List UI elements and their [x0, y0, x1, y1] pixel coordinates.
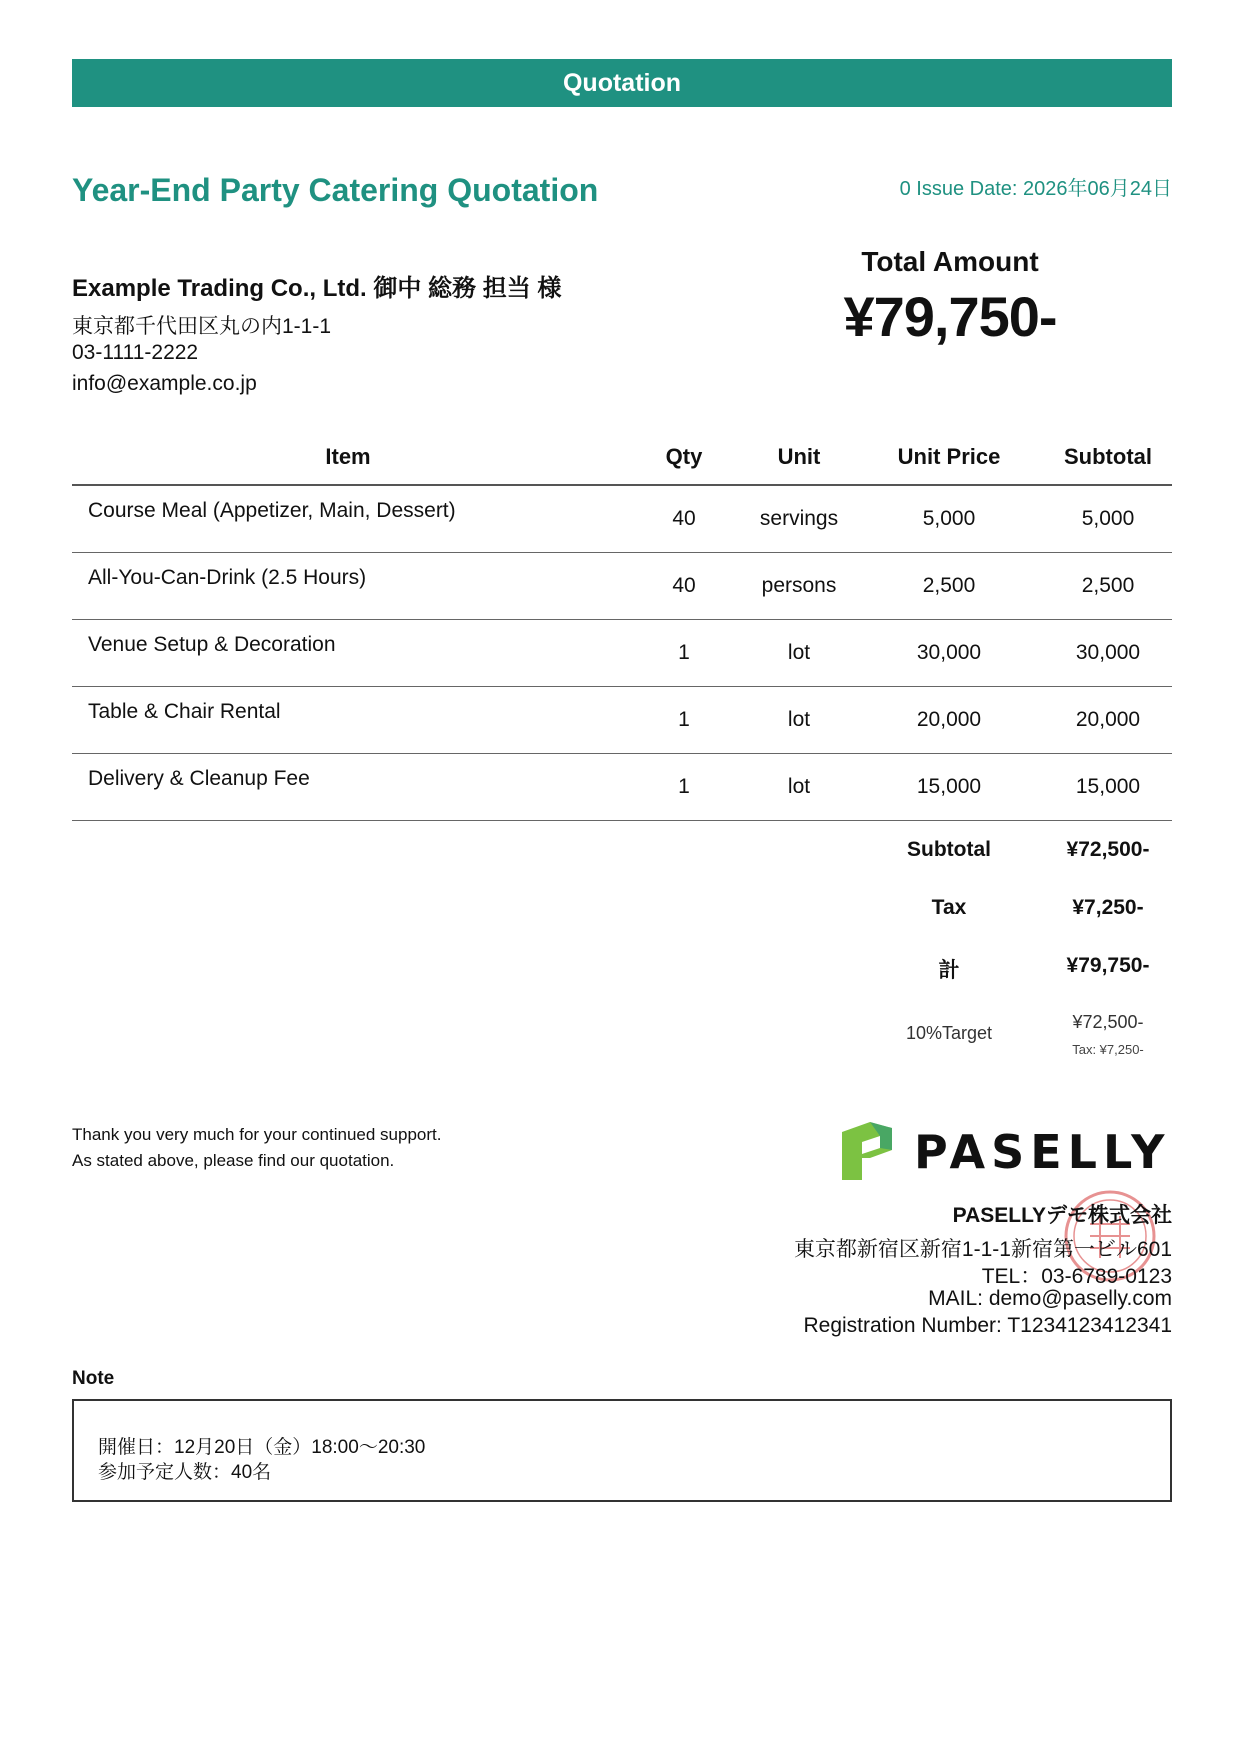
total-amount-label: Total Amount [861, 246, 1039, 277]
company-registration: Registration Number: T1234123412341 [803, 1314, 1172, 1337]
thanks-message: Thank you very much for your continued support. [72, 1125, 442, 1144]
row-unit-price: 5,000 [922, 507, 976, 530]
items-table [72, 434, 1172, 821]
row-unit: servings [759, 507, 839, 530]
table-row [72, 620, 1172, 687]
table-row [72, 754, 1172, 821]
quotation-message: As stated above, please find our quotation. [72, 1151, 395, 1170]
header-bar: Quotation [72, 59, 1172, 107]
svg-text:PASELLY: PASELLY [914, 1125, 1171, 1179]
row-item: Table & Chair Rental [88, 700, 281, 723]
row-unit: persons [761, 574, 837, 597]
recipient-name: Example Trading Co., Ltd. 御中 総務 担当 様 [72, 275, 562, 302]
row-item: All-You-Can-Drink (2.5 Hours) [88, 566, 367, 589]
summary-total-value: ¥79,750- [1066, 954, 1150, 977]
tax-target-value: ¥72,500- [1072, 1012, 1144, 1032]
row-qty: 40 [672, 574, 696, 597]
row-item: Course Meal (Appetizer, Main, Dessert) [88, 499, 456, 522]
row-qty: 1 [678, 708, 690, 731]
recipient-phone: 03-1111-2222 [72, 341, 199, 364]
tax-target-label: 10%Target [905, 1023, 993, 1043]
row-subtotal: 20,000 [1075, 708, 1141, 731]
note-heading: Note [72, 1368, 115, 1389]
summary-tax-value: ¥7,250- [1072, 896, 1144, 919]
document-title: Year-End Party Catering Quotation [72, 172, 599, 208]
summary-tax-label: Tax [931, 896, 967, 919]
paselly-logo-icon [840, 1120, 1172, 1182]
company-mail: MAIL: demo@paselly.com [928, 1287, 1172, 1310]
header-subtotal: Subtotal [1064, 444, 1152, 469]
header-qty: Qty [665, 444, 703, 469]
summary-subtotal-label: Subtotal [907, 838, 991, 861]
header-unit: Unit [777, 444, 821, 469]
recipient-email: info@example.co.jp [72, 372, 257, 395]
table-row [72, 486, 1172, 553]
company-address: 東京都新宿区新宿1-1-1新宿第一ビル601 [793, 1238, 1172, 1261]
row-unit-price: 30,000 [916, 641, 982, 664]
row-subtotal: 2,500 [1081, 574, 1135, 597]
company-logo [840, 1120, 1172, 1182]
row-unit-price: 15,000 [916, 775, 982, 798]
row-qty: 40 [672, 507, 696, 530]
company-name: PASELLYデモ株式会社 [952, 1204, 1172, 1227]
row-unit: lot [787, 775, 811, 798]
table-header-row [72, 434, 1172, 486]
row-unit: lot [787, 641, 811, 664]
row-item: Delivery & Cleanup Fee [88, 767, 310, 790]
row-unit: lot [787, 708, 811, 731]
company-tel: TEL：03-6789-0123 [981, 1265, 1172, 1288]
note-line-date: 開催日：12月20日（金）18:00〜20:30 [98, 1437, 426, 1458]
row-unit-price: 20,000 [916, 708, 982, 731]
table-row [72, 687, 1172, 754]
issue-date: 0 Issue Date: 2026年06月24日 [899, 178, 1172, 200]
note-line-attendees: 参加予定人数：40名 [98, 1462, 272, 1483]
row-qty: 1 [678, 641, 690, 664]
tax-target-tax: Tax: ¥7,250- [1072, 1042, 1144, 1057]
row-item: Venue Setup & Decoration [88, 633, 336, 656]
row-subtotal: 5,000 [1081, 507, 1135, 530]
total-amount-value: ¥79,750- [843, 285, 1057, 348]
row-subtotal: 30,000 [1075, 641, 1141, 664]
header-unit-price: Unit Price [897, 444, 1001, 469]
table-row [72, 553, 1172, 620]
summary-subtotal-value: ¥72,500- [1066, 838, 1150, 861]
header-item: Item [325, 444, 371, 469]
row-qty: 1 [678, 775, 690, 798]
row-subtotal: 15,000 [1075, 775, 1141, 798]
summary-total-label: 計 [938, 959, 960, 982]
row-unit-price: 2,500 [922, 574, 976, 597]
recipient-address: 東京都千代田区丸の内1-1-1 [72, 315, 332, 338]
